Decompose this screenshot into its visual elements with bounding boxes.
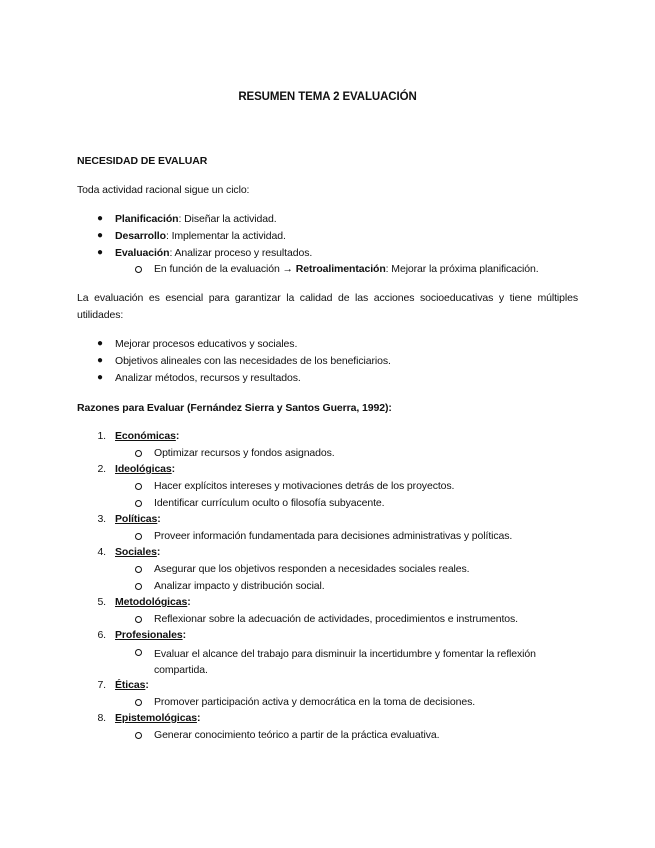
circle-bullet-icon <box>135 450 142 457</box>
reason-title: Sociales: <box>115 546 161 558</box>
list-number: 4. <box>97 546 106 558</box>
sub-item: Evaluar el alcance del trabajo para disminuir la incertidumbre y fomentar la reflexión compartida. <box>154 648 536 676</box>
list-number: 3. <box>97 513 106 525</box>
reason-title: Políticas: <box>115 513 161 525</box>
list-item: Mejorar procesos educativos y sociales. <box>115 338 298 350</box>
reason-title: Éticas: <box>115 679 149 691</box>
reasons-heading: Razones para Evaluar (Fernández Sierra y Santos Guerra, 1992): <box>77 402 392 414</box>
sub-item: Proveer información fundamentada para decisiones administrativas y políticas. <box>154 530 513 542</box>
circle-bullet-icon <box>135 266 142 273</box>
circle-bullet-icon <box>135 533 142 540</box>
list-number: 6. <box>97 629 106 641</box>
sub-item: Reflexionar sobre la adecuación de actividades, procedimientos e instrumentos. <box>154 613 518 625</box>
paragraph: La evaluación es esencial para garantizar la calidad de las acciones socioeducativas y tiene múltiples utilidades: <box>77 292 578 321</box>
circle-bullet-icon <box>135 583 142 590</box>
intro-text: Toda actividad racional sigue un ciclo: <box>77 184 250 196</box>
list-number: 1. <box>97 430 106 442</box>
bullet-icon: ● <box>97 213 103 224</box>
sub-item: Optimizar recursos y fondos asignados. <box>154 447 335 459</box>
list-number: 5. <box>97 596 106 608</box>
bullet-icon: ● <box>97 372 103 383</box>
bullet-icon: ● <box>97 355 103 366</box>
list-item: Objetivos alineales con las necesidades de los beneficiarios. <box>115 355 391 367</box>
circle-bullet-icon <box>135 616 142 623</box>
reason-title: Epistemológicas: <box>115 712 201 724</box>
circle-bullet-icon <box>135 483 142 490</box>
sub-item: Asegurar que los objetivos responden a necesidades sociales reales. <box>154 563 470 575</box>
circle-bullet-icon <box>135 566 142 573</box>
bullet-icon: ● <box>97 338 103 349</box>
circle-bullet-icon <box>135 732 142 739</box>
reason-title: Ideológicas: <box>115 463 176 475</box>
reason-title: Económicas: <box>115 430 180 442</box>
circle-bullet-icon <box>135 649 142 656</box>
sub-item: En función de la evaluación → Retroalimentación: Mejorar la próxima planificación. <box>154 263 539 275</box>
reason-title: Profesionales: <box>115 629 186 641</box>
circle-bullet-icon <box>135 500 142 507</box>
bullet-icon: ● <box>97 247 103 258</box>
list-item: Desarrollo: Implementar la actividad. <box>115 230 286 242</box>
list-number: 8. <box>97 712 106 724</box>
bullet-icon: ● <box>97 230 103 241</box>
list-item: Analizar métodos, recursos y resultados. <box>115 372 301 384</box>
sub-item: Identificar currículum oculto o filosofía subyacente. <box>154 497 385 509</box>
reason-title: Metodológicas: <box>115 596 191 608</box>
page-title: RESUMEN TEMA 2 EVALUACIÓN <box>238 91 417 103</box>
sub-item: Hacer explícitos intereses y motivaciones detrás de los proyectos. <box>154 480 455 492</box>
sub-item: Generar conocimiento teórico a partir de la práctica evaluativa. <box>154 729 440 741</box>
sub-item: Promover participación activa y democrática en la toma de decisiones. <box>154 696 476 708</box>
circle-bullet-icon <box>135 699 142 706</box>
sub-item: Analizar impacto y distribución social. <box>154 580 325 592</box>
list-number: 7. <box>97 679 106 691</box>
section-heading: NECESIDAD DE EVALUAR <box>77 155 208 167</box>
list-item: Evaluación: Analizar proceso y resultados. <box>115 247 313 259</box>
list-item: Planificación: Diseñar la actividad. <box>115 213 277 225</box>
list-number: 2. <box>97 463 106 475</box>
